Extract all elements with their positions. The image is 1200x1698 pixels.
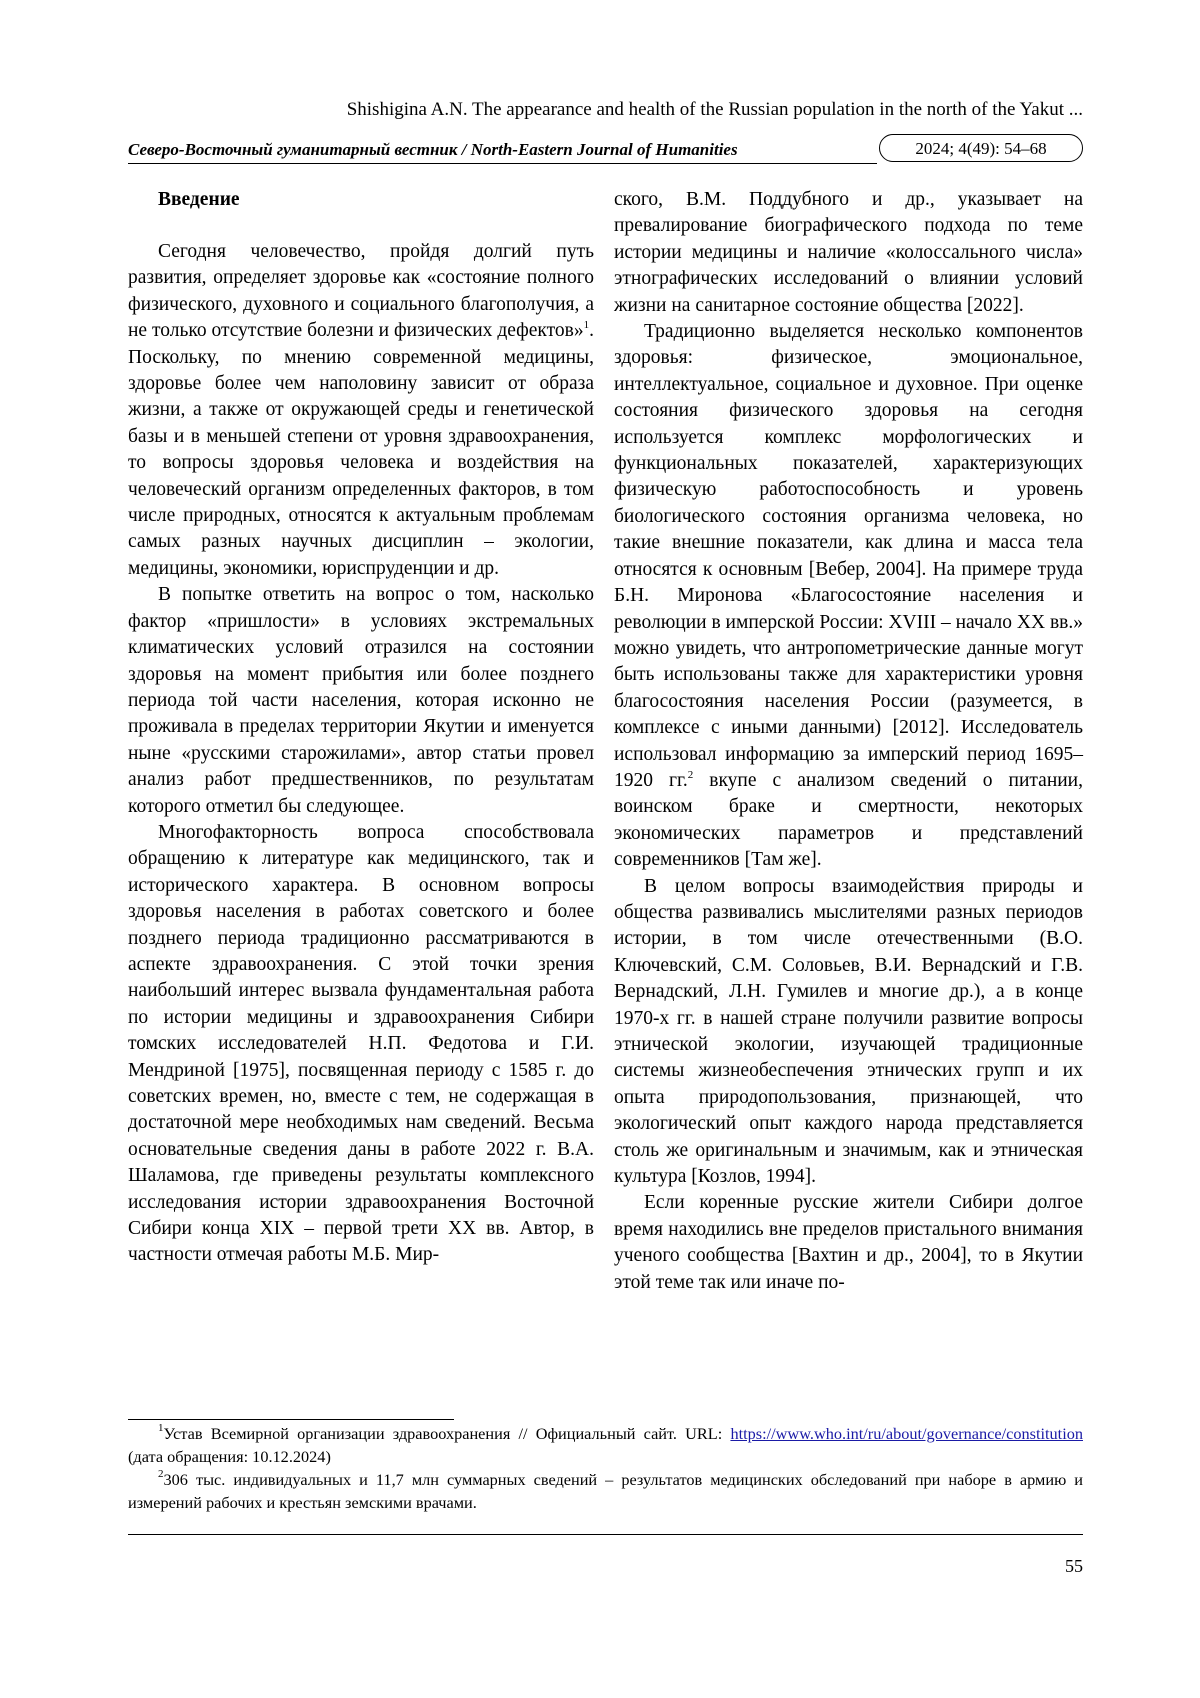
paragraph: В целом вопросы взаимодействия природы и общества развивались мыслителями разных периодов истории, в том числе отечественными (В.О. Ключевский, С.М. Соловьев, В.И. Вернадский и Г.В. Вернадский, Л.Н. Гумилев и многие др.), а в конце 1970-х гг. в нашей стране получили развитие вопросы этнической экологии, изучающей традиционные системы жизнеобеспечения этнических групп и их опыта природопользования, признающей, что экологический опыт каждого народа представляется столь же оригинальным и значимым, как и этническая культура [Козлов, 1994]. [614, 875, 1083, 1188]
paragraph-text: . Поскольку, по мнению современной медицины, здоровье более чем наполовину зависит от образа жизни, а также от окружающей среды и генетической базы и в меньшей степени от уровня здравоохранения, то вопросы здоровья человека и воздействия на человеческий организм определенных факторов, в том числе природных, относятся к актуальным проблемам самых разных научных дисциплин – экологии, медицины, экономики, юриспруденции и др. [128, 320, 594, 579]
footnote-ref[interactable]: 2 [687, 768, 694, 781]
paragraph-text: вкупе с анализом сведений о питании, воинском браке и смертности, некоторых экономических параметров и представлений современников [Там же]. [614, 769, 1083, 871]
footnote-2 [128, 1468, 1083, 1514]
running-head: Shishigina A.N. The appearance and health of the Russian population in the north of the Yakut ... [346, 99, 1083, 120]
journal-name: Северо-Восточный гуманитарный вестник / North-Eastern Journal of Humanities [128, 140, 738, 159]
footnote-text: 306 тыс. индивидуальных и 11,7 млн суммарных сведений – результатов медицинских обследований при наборе в армию и измерений рабочих и крестьян земскими врачами. [128, 1470, 1083, 1512]
left-column [128, 187, 594, 1269]
right-column [614, 187, 1083, 1296]
bottom-rule [128, 1534, 1083, 1535]
paragraph: Если коренные русские жители Сибири долгое время находились вне пределов пристального внимания ученого сообщества [Вахтин и др., 2004], то в Якутии этой теме так или иначе по- [614, 1192, 1083, 1293]
footnote-access-date: (дата обращения: 10.12.2024) [128, 1447, 331, 1466]
page-number: 55 [1065, 1556, 1083, 1576]
journal-bar [128, 133, 1083, 167]
journal-rule [128, 163, 877, 164]
paragraph: Многофакторность вопроса способствовала обращению к литературе как медицинского, так и исторического характера. В основном вопросы здоровья населения в работах советского и более позднего периода традиционно рассматриваются в аспекте здравоохранения. С этой точки зрения наибольший интерес вызвала фундаментальная работа по истории медицины и здравоохранения Сибири томских исследователей Н.П. Федотова и Г.И. Мендриной [1975], посвященная периоду с 1585 г. до советских времен, но, вместе с тем, не содержащая в достаточной мере необходимых нам сведений. Весьма основательные сведения даны в работе 2022 г. В.А. Шаламова, где приведены результаты комплексного исследования истории здравоохранения Восточной Сибири конца XIX – первой трети XX вв. Автор, в частности отмечая работы М.Б. Мир- [128, 821, 594, 1266]
paragraph-text: Традиционно выделяется несколько компонентов здоровья: физическое, эмоциональное, интеллектуальное, социальное и духовное. При оценке состояния физического здоровья на сегодня используется комплекс морфологических и функциональных показателей, характеризующих физическую работоспособность и уровень биологического состояния организма человека, но такие внешние показатели, как длина и масса тела относятся к основным [Вебер, 2004]. На примере труда Б.Н. Миронова «Благосостояние населения и революции в имперской России: XVIII – начало XX вв.» можно увидеть, что антропометрические данные могут быть использованы также для характеристики уровня благосостояния населения России (разумеется, в комплексе с иными данными) [2012]. Исследователь использовал информацию за имперский период 1695–1920 гг. [614, 321, 1083, 791]
footnotes [128, 1422, 1083, 1514]
footnote-rule [128, 1419, 454, 1420]
paragraph: В попытке ответить на вопрос о том, насколько фактор «пришлости» в условиях экстремальных климатических условий отразился на состоянии здоровья на момент прибытия или более позднего периода той части населения, которая исконно не проживала в пределах территории Якутии и именуется ныне «русскими старожилами», автор статьи провел анализ работ предшественников, по результатам которого отметил бы следующее. [128, 584, 594, 817]
section-heading: Введение [158, 189, 240, 210]
footnote-1 [128, 1422, 1083, 1468]
issue-badge: 2024; 4(49): 54–68 [879, 134, 1083, 162]
paragraph: ского, В.М. Поддубного и др., указывает на превалирование биографического подхода по теме истории медицины и наличие «колоссального числа» этнографических исследований о влиянии условий жизни на санитарное состояние общества [2022]. [614, 189, 1083, 316]
footnote-mark: 2 [158, 1468, 164, 1480]
paragraph [128, 239, 594, 582]
paragraph [614, 319, 1083, 874]
paragraph-text: Сегодня человечество, пройдя долгий путь развития, определяет здоровье как «состояние полного физического, духовного и социального благополучия, а не только отсутствие болезни и физических дефектов» [128, 241, 594, 342]
footnote-link[interactable]: https://www.who.int/ru/about/governance/constitution [730, 1424, 1083, 1443]
footnote-ref[interactable]: 1 [583, 319, 590, 332]
footnote-text: Устав Всемирной организации здравоохранения // Официальный сайт. URL: [163, 1424, 731, 1443]
footnote-mark: 1 [158, 1422, 164, 1434]
